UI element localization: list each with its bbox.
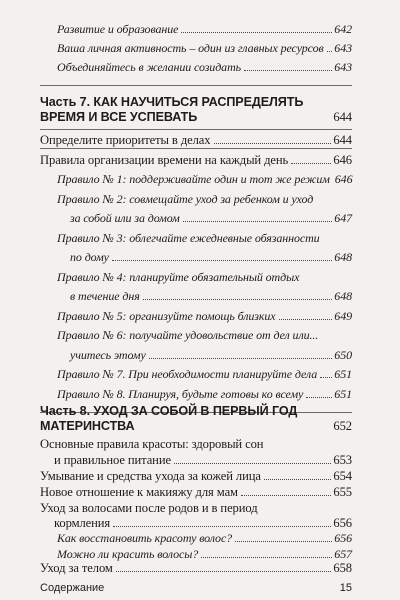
- toc-entry-label: Уход за телом: [40, 561, 113, 575]
- toc-entry-page: 658: [333, 561, 352, 575]
- toc-entry: [40, 560, 352, 576]
- toc-subentry-label: Можно ли красить волосы?: [57, 547, 199, 561]
- footer-section-text: Содержание: [40, 582, 105, 594]
- toc-rule-entry-line2: по дому 648: [70, 250, 352, 264]
- toc-entry: Умывание и средства ухода за кожей лица 654: [40, 469, 352, 483]
- part-7-page: 644: [333, 110, 352, 124]
- toc-entry-line1: Уход за волосами после родов и в период: [40, 501, 258, 515]
- toc-rule-entry: Правило № 7. При необходимости планируйте дела 651: [57, 367, 352, 381]
- toc-entry-line2: кормления 656: [54, 516, 352, 530]
- toc-rule-entry: Правило № 8. Планируя, будьте готовы ко всему 651: [57, 387, 352, 401]
- footer-page-number: [340, 582, 352, 594]
- toc-rule-entry-line1: Правило № 2: совмещайте уход за ребенком и уход: [57, 192, 314, 206]
- toc-rule-entry-line2: за собой или за домом 647: [70, 211, 352, 225]
- toc-subentry: [57, 530, 352, 546]
- toc-entry: Определите приоритеты в делах 644: [40, 133, 352, 147]
- toc-entry: Правила организации времени на каждый день 646: [40, 153, 352, 167]
- toc-rule-entry-line1: Правило № 4: планируйте обязательный отдых: [57, 270, 300, 284]
- toc-entry: Новое отношение к макияжу для мам 655: [40, 485, 352, 499]
- toc-entry: Объединяйтесь в желании созидать 643: [57, 60, 352, 74]
- part-8-title-line2: МАТЕРИНСТВА: [40, 419, 135, 433]
- toc-rule-entry: Правило № 1: поддерживайте один и тот же режим 646: [57, 172, 353, 186]
- footer-section-label: [40, 582, 104, 594]
- toc-entry-line1: Основные правила красоты: здоровый сон: [40, 437, 264, 451]
- part-7-title-line2: ВРЕМЯ И ВСЕ УСПЕВАТЬ: [40, 110, 198, 124]
- footer-page-text: 15: [339, 582, 352, 594]
- toc-rule-entry: Правило № 5: организуйте помощь близких 649: [57, 309, 352, 323]
- toc-entry: Развитие и образование 642: [57, 22, 352, 36]
- toc-rule-entry-line1: Правило № 3: облегчайте ежедневные обязанности: [57, 231, 320, 245]
- toc-subentry-label: Как восстановить красоту волос?: [57, 531, 233, 545]
- toc-subentry-page: 657: [334, 547, 352, 561]
- part-8-page: 652: [333, 419, 352, 433]
- toc-entry-line2: и правильное питание 653: [54, 453, 352, 467]
- toc-rule-entry-line2: в течение дня 648: [70, 289, 352, 303]
- toc-rule-entry-line1: Правило № 6: получайте удовольствие от дел или...: [57, 328, 319, 342]
- toc-entry: Ваша личная активность – один из главных ресурсов 643: [57, 41, 352, 55]
- toc-subentry-page: 656: [334, 531, 352, 545]
- part-8-title-line1: Часть 8. УХОД ЗА СОБОЙ В ПЕРВЫЙ ГОД: [40, 404, 298, 418]
- toc-rule-entry-line2: учитесь этому 650: [70, 348, 352, 362]
- part-7-title-line1: Часть 7. КАК НАУЧИТЬСЯ РАСПРЕДЕЛЯТЬ: [40, 95, 304, 109]
